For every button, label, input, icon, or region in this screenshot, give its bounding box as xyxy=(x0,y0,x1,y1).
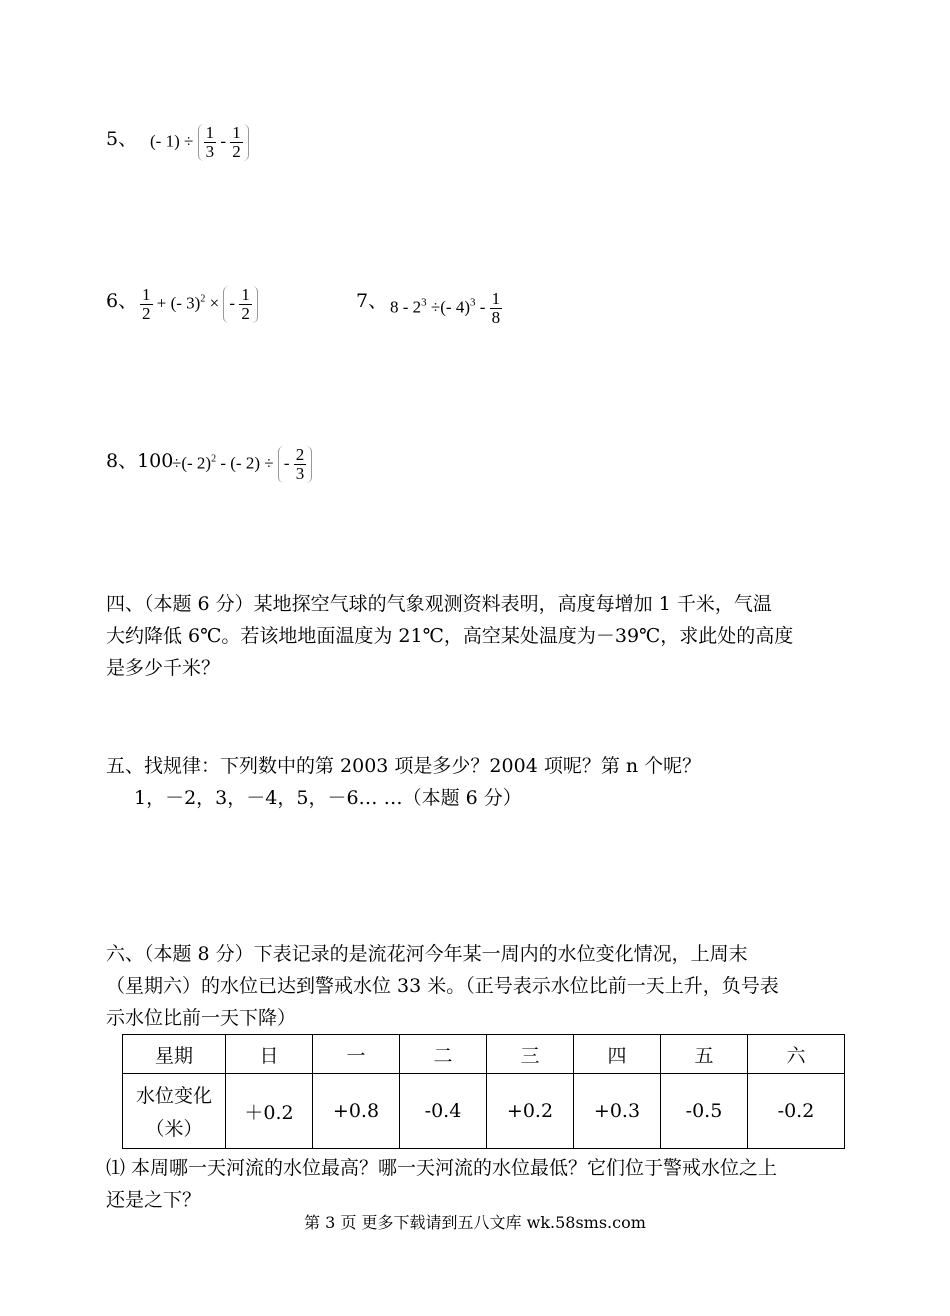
page-footer: 第 3 页 更多下载请到五八文库 wk.58sms.com xyxy=(304,1213,646,1232)
section-6-line-3: 示水位比前一天下降） xyxy=(106,1007,297,1029)
value-cell: ＋0.2 xyxy=(226,1074,313,1149)
q8-label: 8、100 xyxy=(106,450,174,472)
q5-minus: - xyxy=(220,131,226,151)
q8-paren xyxy=(278,446,312,483)
q5-fraction-2 xyxy=(230,124,243,161)
q7-minus: - xyxy=(479,297,486,317)
value-cell: -0.4 xyxy=(400,1074,487,1149)
row-label-line-2: （米） xyxy=(145,1118,203,1140)
q6-fraction-2 xyxy=(239,286,252,323)
q7-exponent-a: 3 xyxy=(421,296,427,309)
q6-frac2-num: 1 xyxy=(241,285,250,304)
value-cell: +0.3 xyxy=(574,1074,661,1149)
row-label-cell xyxy=(123,1074,226,1149)
q8-fraction xyxy=(294,446,307,483)
sub-question-1-line-2: 还是之下？ xyxy=(106,1189,202,1211)
q7-fraction xyxy=(490,290,503,327)
sub-question-1 xyxy=(106,1152,842,1216)
value-cell: +0.2 xyxy=(487,1074,574,1149)
q6-frac1-num: 1 xyxy=(142,285,151,304)
q5-label: 5、 xyxy=(106,128,138,150)
value-cell: +0.8 xyxy=(313,1074,400,1149)
section-4-line-2: 大约降低 6℃。若该地地面温度为 21℃，高空某处温度为－39℃，求此处的高度 xyxy=(106,625,794,647)
day-cell: 一 xyxy=(313,1035,400,1074)
q7-part-b: ÷(- 4) xyxy=(430,297,470,317)
q8-frac-num: 2 xyxy=(295,445,305,464)
q7-expression xyxy=(390,290,502,327)
header-label-cell: 星期 xyxy=(123,1035,226,1074)
q6-frac1-den: 2 xyxy=(142,303,151,323)
q8-minus-1: - xyxy=(220,453,226,473)
q7-exponent-b: 3 xyxy=(470,296,476,309)
q6-times: × xyxy=(209,293,220,313)
section-6-line-1: 六、（本题 8 分）下表记录的是流花河今年某一周内的水位变化情况，上周末 xyxy=(106,943,748,965)
section-4-line-1: 四、（本题 6 分）某地探空气球的气象观测资料表明，高度每增加 1 千米，气温 xyxy=(106,593,772,615)
q8-frac-den: 3 xyxy=(295,463,305,483)
q7-frac-den: 8 xyxy=(491,307,501,327)
value-cell: -0.5 xyxy=(661,1074,748,1149)
q8-division-1: ÷(- 2) xyxy=(172,453,212,473)
day-cell: 四 xyxy=(574,1035,661,1074)
q8-minus-2: - xyxy=(283,453,290,473)
value-cell: -0.2 xyxy=(748,1074,845,1149)
day-cell: 五 xyxy=(661,1035,748,1074)
section-4-line-3: 是多少千米？ xyxy=(106,657,221,679)
q5-frac1-den: 3 xyxy=(205,141,215,161)
q5-fraction-1 xyxy=(204,124,217,161)
q8-exponent: 2 xyxy=(211,453,217,465)
q5-term1: (- 1) xyxy=(150,131,180,151)
q5-op: ÷ xyxy=(183,131,194,151)
row-label-line-1: 水位变化 xyxy=(135,1085,212,1107)
q7-frac-num: 1 xyxy=(491,289,501,308)
q5-frac2-den: 2 xyxy=(232,141,241,161)
q6-label: 6、 xyxy=(106,290,138,312)
q5-paren xyxy=(198,124,249,161)
table-header-row xyxy=(123,1035,845,1074)
water-level-table xyxy=(122,1034,845,1149)
section-5-line-2: 1，－2，3，－4，5，－6… …（本题 6 分） xyxy=(134,787,522,809)
q8-term-2: (- 2) xyxy=(230,453,260,473)
section-6-line-2: （星期六）的水位已达到警戒水位 33 米。（正号表示水位比前一天上升，负号表 xyxy=(106,975,779,997)
q6-exponent: 2 xyxy=(200,293,206,305)
q5-frac2-num: 1 xyxy=(232,123,241,142)
q6-frac2-den: 2 xyxy=(241,303,250,323)
sub-question-1-line-1: ⑴ 本周哪一天河流的水位最高？哪一天河流的水位最低？它们位于警戒水位之上 xyxy=(106,1157,778,1179)
q5-expression xyxy=(150,124,249,161)
q6-paren xyxy=(223,286,257,323)
section-5 xyxy=(106,750,842,814)
q7-label: 7、 xyxy=(356,290,388,312)
q6-expression xyxy=(140,286,258,323)
q7-part-a: 8 - 2 xyxy=(390,297,422,317)
q8-expression xyxy=(172,446,312,483)
q6-fraction-1 xyxy=(140,286,153,323)
q6-term: (- 3) xyxy=(170,293,201,313)
table-value-row xyxy=(123,1074,845,1149)
section-6 xyxy=(106,938,842,1034)
day-cell: 日 xyxy=(226,1035,313,1074)
section-5-line-1: 五、找规律：下列数中的第 2003 项是多少？2004 项呢？第 n 个呢？ xyxy=(106,755,702,777)
q5-frac1-num: 1 xyxy=(205,123,215,142)
day-cell: 二 xyxy=(400,1035,487,1074)
q8-division-2: ÷ xyxy=(264,453,274,473)
day-cell: 三 xyxy=(487,1035,574,1074)
section-4 xyxy=(106,588,842,684)
q6-plus: + xyxy=(156,293,167,313)
q6-minus: - xyxy=(229,293,236,313)
day-cell: 六 xyxy=(748,1035,845,1074)
